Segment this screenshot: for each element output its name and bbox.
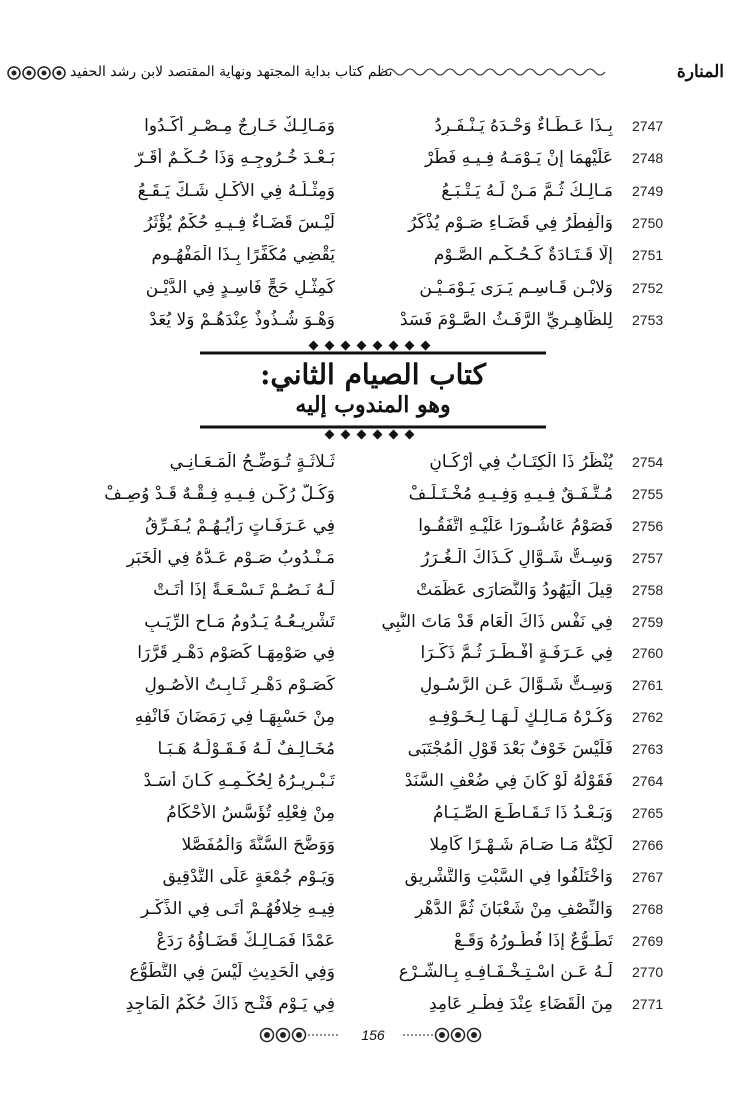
verse-number: 2748: [632, 150, 664, 167]
verse-first-hemistich: وَالنِّصْفِ مِنْ شَعْبَانَ ثُمَّ الدَّهْرِ: [415, 898, 613, 919]
chapter-title: كتاب الصيام الثاني:: [260, 358, 486, 391]
chapter-top-ornament: [200, 340, 546, 358]
verse-row: [0, 484, 746, 516]
verse-number: 2751: [632, 247, 664, 264]
verse-row: [0, 148, 746, 180]
verse-second-hemistich: وَمِثْـلُـهُ فِي الأَكْـلِ شَـكٌّ يَـقَـعُ: [137, 180, 335, 201]
verse-row: [0, 612, 746, 644]
verse-second-hemistich: كَصَـوْمِ دَهْـرٍ ثَـابِـتُ الأُصُـولِ: [144, 675, 335, 696]
verse-number: 2764: [632, 773, 664, 789]
verse-first-hemistich: فَصَوْمُ عَاشُـورَا عَلَيْـهِ اتَّفَقُـوا: [418, 515, 613, 536]
verse-first-hemistich: وَبَـعْـدُ ذَا تَـقَـاطَـعَ الصِّـيَـامُ: [432, 802, 613, 823]
verse-second-hemistich: عَمْدًا فَمَـالِـكٌ قَضَـاؤُهُ رَدَعْ: [156, 930, 335, 951]
verse-second-hemistich: مَـنْـدُوبُ صَـوْمٍ عَـدُّهُ فِي الْخَبَرِ: [126, 547, 335, 568]
verse-second-hemistich: وَمَـالِـكٌ خَـارِجٌ مِـصْـرٍ أَكَّـدُوا: [144, 116, 335, 136]
chapter-bottom-ornament: [200, 422, 546, 440]
verse-number: 2757: [632, 549, 664, 566]
verse-second-hemistich: فِي عَـرَفَـاتٍ رَأْيُـهُـمْ يُـفَـرِّقُ: [145, 515, 335, 536]
verse-row: [0, 181, 746, 213]
verse-number: 2754: [632, 454, 664, 470]
verse-row: [0, 867, 746, 899]
verse-second-hemistich: ثَـلاثَـةٍ تُـوَضِّـحُ الْمَـعَـانِـي: [169, 452, 335, 472]
verse-first-hemistich: مَـالِـكُ ثُـمَّ مَـنْ لَـهُ يَـتْـبَـعُ: [441, 180, 613, 201]
verse-number: 2761: [632, 677, 664, 694]
header-ornament-icon: [6, 65, 66, 81]
page-number: 156: [361, 1027, 385, 1043]
verse-second-hemistich: يَقْضِي مُكَفِّرًا بِـذَا الْمَفْهُـومِ: [151, 245, 335, 266]
chapter-heading: [200, 340, 546, 440]
verse-row: [0, 675, 746, 707]
verse-first-hemistich: يُنْظَرُ ذَا الْكِتَـابُ فِي أَرْكَـانِ: [429, 452, 613, 472]
verse-second-hemistich: تَشْرِيـعُـهُ يَـدُومُ مَـاحِ الرِّيَـبِ: [144, 611, 335, 632]
verse-number: 2756: [632, 517, 664, 534]
verse-second-hemistich: بَـعْـدَ خُـرُوجِـهِ وَذَا حُـكْـمٌ أَقَـرّ: [135, 148, 335, 169]
verse-first-hemistich: لَـهُ عَـنِ اسْـتِـخْـفَـافِـهِ بِـالشَّـرْعِ: [398, 962, 613, 983]
verse-first-hemistich: فَلَيْسَ خَوْفٌ بَعْدَ قَوْلِ الْمُجْتَبَى: [407, 739, 613, 760]
verse-second-hemistich: وَهْـوَ شُـذُوذٌ عِنْدَهُـمْ وَلا يُعَدْ: [149, 309, 335, 330]
verse-number: 2752: [632, 279, 664, 296]
verse-second-hemistich: تَـبْـرِيـرُهُ لِحُكْـمِـهِ كَـانَ أَسَـدْ: [143, 771, 335, 791]
header-wave-line: [385, 64, 611, 80]
verse-second-hemistich: مِنْ حَسْبِهَـا فِي رَمَضَانَ فَانْفِهِ: [134, 707, 335, 728]
verse-row: [0, 310, 746, 342]
verse-number: 2758: [632, 581, 664, 598]
footer-ornament-right-icon: [403, 1027, 483, 1043]
verse-row: [0, 516, 746, 548]
verse-number: 2755: [632, 485, 664, 502]
verse-first-hemistich: وَلابْـنِ قَـاسِـمٍ يَـرَى يَـوْمَـيْـنِ: [419, 277, 613, 298]
verse-row: [0, 278, 746, 310]
verse-second-hemistich: وَفِي الْحَدِيثِ لَيْسَ فِي التَّطَوُّعِ: [129, 962, 335, 983]
verse-number: 2765: [632, 804, 664, 821]
verse-number: 2753: [632, 311, 664, 328]
verse-number: 2763: [632, 741, 664, 758]
verse-row: [0, 643, 746, 675]
verse-second-hemistich: لَيْـسَ قَضَـاءٌ فِـيـهِ حُكْمٌ يُؤْثَرُ: [144, 212, 335, 233]
verse-first-hemistich: قِيلَ الْيَهُودُ وَالنَّصَارَى عَظَّمَتْ: [416, 579, 613, 600]
verse-first-hemistich: مِنَ الْقَضَاءِ عِنْدَ فِطْـرٍ عَامِدِ: [428, 994, 613, 1015]
verse-row: [0, 739, 746, 771]
page-footer: [0, 1024, 746, 1048]
verse-first-hemistich: بِـذَا عَـطَـاءٌ وَحْـدَهُ يَـنْـفَـرِدُ: [434, 116, 613, 136]
verse-number: 2762: [632, 709, 664, 726]
header-brand: المنارة: [676, 62, 724, 82]
verse-second-hemistich: فِيـهِ خِلافُهُـمْ أَتَـى فِي الذِّكْـرِ: [140, 898, 335, 919]
verse-number: 2750: [632, 214, 664, 231]
verse-first-hemistich: فِي نَفْسِ ذَاكَ الْعَامِ قَدْ مَاتَ النَّبِي: [381, 611, 613, 632]
verse-first-hemistich: وَكُـرْهُ مَـالِـكٍ لَـهَـا لِـخَـوْفِـهِ: [428, 707, 613, 728]
verse-second-hemistich: وَيَـوْمِ جُمْعَةٍ عَلَى التَّدْقِيقِ: [162, 866, 335, 887]
verse-row: [0, 931, 746, 963]
verse-row: [0, 580, 746, 612]
verse-number: 2749: [632, 182, 664, 199]
verse-first-hemistich: وَالْفِطْرُ فِي قَضَـاءِ صَـوْمٍ يُذْكَرُ: [408, 212, 613, 233]
verse-number: 2766: [632, 836, 664, 853]
verse-second-hemistich: مُخَـالِـفٌ لَـهُ فَـقَـوْلُـهُ هَـبَـا: [157, 739, 335, 760]
footer-ornament-left-icon: [258, 1027, 338, 1043]
chapter-subtitle: وهو المندوب إليه: [295, 392, 451, 418]
verse-first-hemistich: لَكِنَّهُ مَـا صَـامَ شَـهْـرًا كَامِلا: [429, 834, 613, 855]
verse-first-hemistich: مُـتَّـفَـقٌ فِـيـهِ وَفِـيـهِ مُخْـتَـلَـفْ: [408, 483, 613, 504]
verse-row: [0, 962, 746, 994]
verse-first-hemistich: عَلَيْهِمَا إِنْ يَـوْمَـهُ فِـيـهِ فَطَرْ: [424, 148, 613, 169]
verse-first-hemistich: وَاخْتَلَفُوا فِي السَّبْتِ وَالتَّشْرِيقِ: [404, 866, 613, 887]
verse-row: [0, 707, 746, 739]
verse-number: 2759: [632, 613, 664, 630]
verse-second-hemistich: كَمِثْـلِ حَجٍّ فَاسِـدٍ فِي الدَّيْـنِ: [145, 277, 335, 298]
verse-first-hemistich: وَسِـتٌّ شَـوَّالٍ كَـذَاكَ الْـغُـرَرُ: [421, 547, 613, 568]
verse-first-hemistich: وَسِـتٌّ شَـوَّالَ عَـنِ الرَّسُـولِ: [419, 675, 613, 696]
verse-row: [0, 116, 746, 148]
verse-number: 2760: [632, 645, 664, 662]
verse-second-hemistich: لَـهُ نَـصُـمْ تَـسْـعَـةً إِذَا أَتَـتْ: [153, 579, 335, 600]
verse-number: 2769: [632, 932, 664, 949]
verse-number: 2768: [632, 900, 664, 917]
verse-number: 2770: [632, 964, 664, 981]
verse-second-hemistich: مِنْ فِعْلِهِ تُؤَسَّسُ الأَحْكَامُ: [166, 802, 335, 823]
verse-row: [0, 548, 746, 580]
verse-row: [0, 803, 746, 835]
verse-row: [0, 899, 746, 931]
verse-first-hemistich: إِلَّا قَـتَـادَةٌ كَـحُـكْـمِ الصَّـوْمِ: [433, 245, 613, 266]
verse-number: 2747: [632, 118, 664, 134]
verse-number: 2771: [632, 996, 664, 1013]
verse-row: [0, 994, 746, 1026]
verse-row: [0, 245, 746, 277]
verse-first-hemistich: فِي عَـرَفَـةٍ أَفْـطَـرَ ثُـمَّ ذَكَّـرَا: [420, 643, 613, 664]
verse-number: 2767: [632, 868, 664, 885]
page-header: [0, 58, 746, 92]
verse-second-hemistich: وَكُـلُّ رُكْـنٍ فِـيـهِ فِـقْـهٌ قَـدْ وُصِـفْ: [104, 483, 335, 504]
verse-first-hemistich: لِلظَّاهِـرِيِّ الرَّفَـثُ الصَّـوْمَ فَسَدْ: [399, 309, 613, 330]
verse-first-hemistich: فَقَوْلُهُ لَوْ كَانَ فِي ضُعْفِ السَّنَدْ: [404, 771, 613, 791]
verse-row: [0, 771, 746, 803]
verse-first-hemistich: تَطَـوُّعٌ إِذَا فُطُـورُهُ وَقَـعْ: [453, 930, 613, 951]
verse-row: [0, 452, 746, 484]
verse-second-hemistich: فِي صَوْمِهَـا كَصَوْمِ دَهْـرٍ قَرَّرَا: [137, 643, 335, 664]
verse-second-hemistich: وَوَضَّحَ السُّنَّةَ وَالْمُفَصَّلا: [181, 834, 335, 855]
verse-row: [0, 835, 746, 867]
verse-row: [0, 213, 746, 245]
header-title: نظم كتاب بداية المجتهد ونهاية المقتصد لابن رشد الحفيد: [70, 64, 393, 80]
verse-second-hemistich: فِي يَـوْمِ فَتْـحٍ ذَاكَ حُكْمُ الْمَاجِدِ: [125, 994, 335, 1015]
